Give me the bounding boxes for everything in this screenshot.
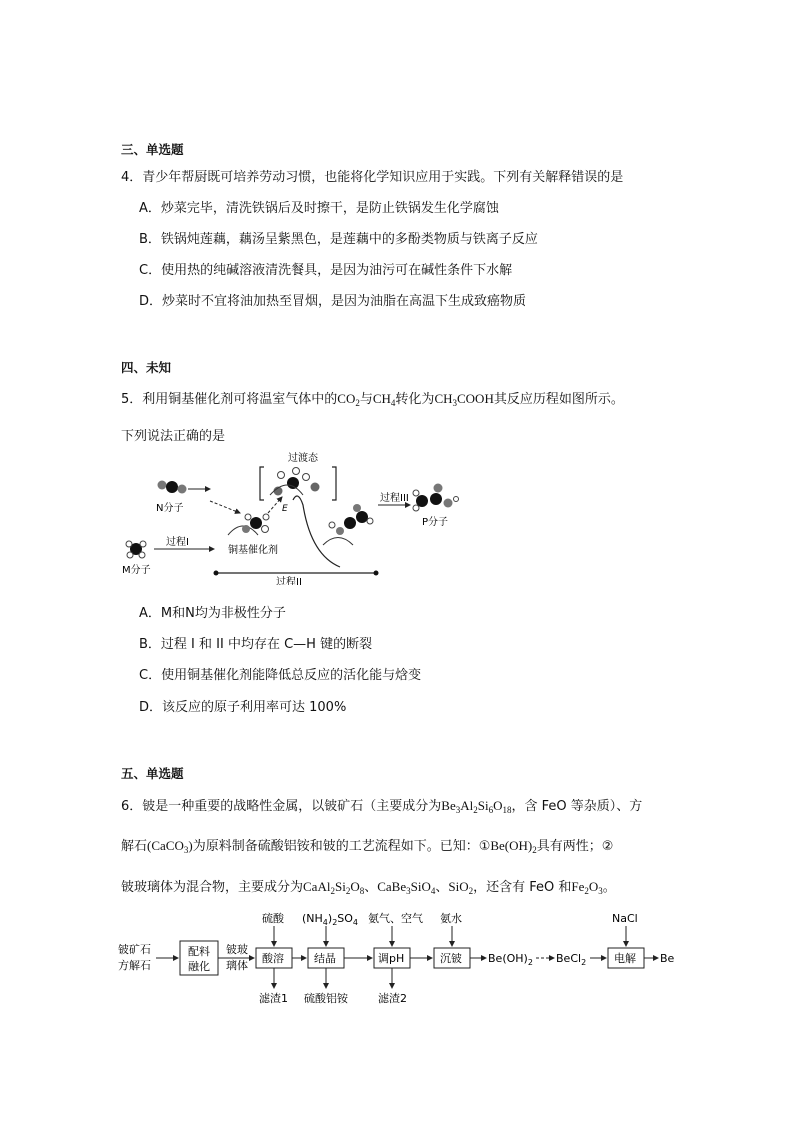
residue-2: 滤渣2: [378, 992, 407, 1005]
dashed-arrow-1: [210, 501, 240, 513]
question-4-option-c: C．使用热的纯碱溶液清洗餐具，是因为油污可在碱性条件下水解: [139, 263, 513, 278]
reaction-mechanism-diagram: [118, 445, 478, 585]
bracket-left: [260, 467, 264, 500]
transition-state-label: 过渡态: [288, 453, 318, 464]
process-2-label: 过程II: [276, 577, 302, 585]
p-molecule: [413, 484, 459, 512]
input-calcite: 方解石: [118, 959, 151, 972]
section-heading-3: 三、单选题: [121, 142, 184, 157]
acetic-acid-on-catalyst: [323, 504, 373, 545]
energy-label: E: [282, 504, 288, 514]
question-6-stem-line1: 6．铍是一种重要的战略性金属，以铍矿石（主要成分为$Be_3Al_2Si_6O_{18}$，含 FeO 等杂质）、方: [121, 798, 643, 815]
bracket-right: [332, 467, 336, 500]
beryl-glass-label-b: 璃体: [226, 959, 248, 972]
question-5-stem-line2: 下列说法正确的是: [121, 429, 226, 444]
question-4-option-b: B．铁锅炖莲藕，藕汤呈紫黑色，是莲藕中的多酚类物质与铁离子反应: [139, 232, 538, 247]
svg-text:结晶: 结晶: [314, 952, 336, 965]
m-molecule-label: M分子: [122, 565, 151, 576]
process-3-label: 过程III: [380, 493, 409, 504]
question-5-option-a: A．M和N均为非极性分子: [139, 606, 286, 621]
question-4-stem: 4．青少年帮厨既可培养劳动习惯，也能将化学知识应用于实践。下列有关解释错误的是: [121, 170, 624, 185]
question-4-option-d: D．炒菜时不宜将油加热至冒烟，是因为油脂在高温下生成致癌物质: [139, 294, 527, 309]
question-5-option-c: C．使用铜基催化剂能降低总反应的活化能与焓变: [139, 668, 422, 683]
product-be: Be: [660, 952, 675, 965]
energy-curve: [293, 496, 340, 567]
reagent-ammonia-water: 氨水: [440, 912, 462, 925]
input-beryl-ore: 铍矿石: [118, 943, 151, 956]
dashed-arrow-2: [268, 497, 282, 513]
question-6-stem-line2: 解石(CaCO$_3$)为原料制备硫酸铝铵和铍的工艺流程如下。已知：$①Be(OH)_2$具有两性；②: [121, 838, 614, 855]
section-heading-4: 四、未知: [121, 360, 172, 375]
question-6-stem-line3: 铍玻璃体为混合物，主要成分为$CaAl_2Si_2O_8$、CaBe$_3$SiO$_4$、SiO$_2$，还含有 FeO 和$Fe_2O_3$。: [121, 879, 616, 896]
catalyst-label: 铜基催化剂: [228, 545, 278, 556]
svg-text:配料: 配料: [188, 945, 210, 958]
svg-text:融化: 融化: [188, 960, 210, 973]
ammonium-aluminum-sulfate: 硫酸铝铵: [304, 992, 348, 1005]
transition-state-molecule: [270, 468, 320, 496]
reagent-nacl: NaCl: [612, 912, 638, 925]
beryl-glass-label-a: 铍玻: [226, 943, 248, 956]
beryllium-hydroxide: $Be(OH)_2$: [488, 952, 533, 967]
question-5-stem: 5．利用铜基催化剂可将温室气体中的$CO_2$与$CH_4$转化为$CH_3COOH$其反应历程如图所示。: [121, 391, 624, 408]
section-heading-5: 五、单选题: [121, 766, 184, 781]
question-4-option-a: A．炒菜完毕，清洗铁锅后及时擦干，是防止铁锅发生化学腐蚀: [139, 201, 499, 216]
reagent-sulfuric-acid: 硫酸: [262, 912, 284, 925]
catalyst-intermediate-molecule: [228, 514, 269, 535]
n-molecule: [158, 481, 187, 494]
process-flow-diagram: [116, 908, 682, 1008]
n-molecule-label: N分子: [156, 503, 184, 514]
svg-text:沉铍: 沉铍: [440, 952, 462, 965]
question-5-option-d: D．该反应的原子利用率可达 100%: [139, 700, 347, 715]
reagent-ammonium-sulfate: $(NH_4)_2SO_4$: [302, 912, 359, 927]
p-molecule-label: P分子: [422, 517, 449, 528]
reagent-ammonia-air: 氨气、空气: [368, 912, 423, 925]
svg-text:电解: 电解: [614, 952, 636, 965]
question-5-option-b: B．过程 I 和 II 中均存在 C—H 键的断裂: [139, 637, 373, 652]
beryllium-chloride: BeCl$_2$: [556, 952, 587, 967]
m-molecule: [126, 541, 146, 558]
svg-text:调pH: 调pH: [378, 952, 405, 965]
svg-text:酸溶: 酸溶: [262, 952, 284, 965]
process-1-label: 过程I: [166, 537, 189, 548]
residue-1: 滤渣1: [259, 992, 288, 1005]
